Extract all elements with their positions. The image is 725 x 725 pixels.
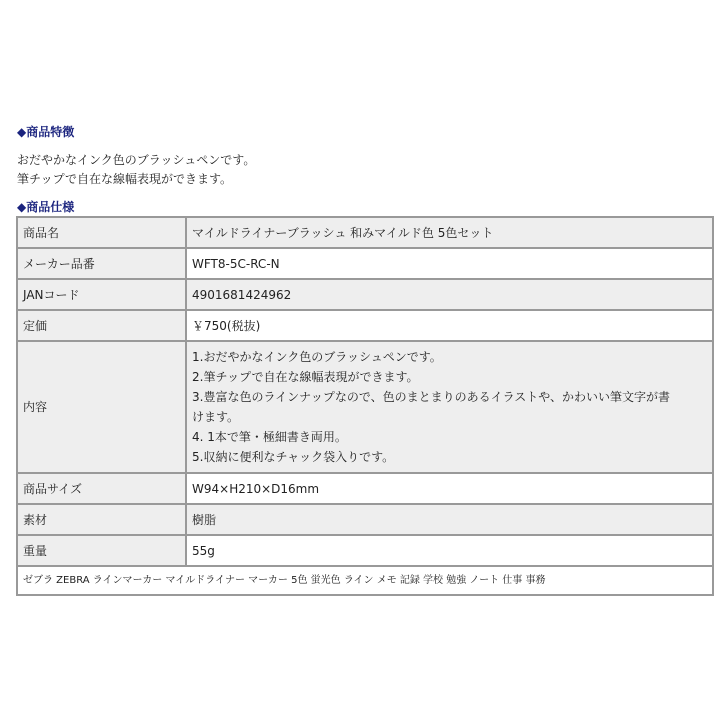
specs-heading: ◆商品仕様 xyxy=(17,200,75,214)
contents-line: 4. 1本で筆・極細書き両用。 xyxy=(192,430,347,444)
spec-row-keywords xyxy=(17,566,713,595)
spec-row-weight xyxy=(17,535,713,566)
spec-label: 内容 xyxy=(17,341,186,473)
spec-row-jan xyxy=(17,279,713,310)
spec-row-contents xyxy=(17,341,713,473)
keywords-text: ゼブラ ZEBRA ラインマーカー マイルドライナー マーカー 5色 蛍光色 ライン メモ 記録 学校 勉強 ノート 仕事 事務 xyxy=(17,566,713,595)
feature-line: 筆チップで自在な線幅表現ができます。 xyxy=(17,172,233,186)
spec-value-weight: 55g xyxy=(186,535,713,566)
spec-row-size xyxy=(17,473,713,504)
spec-row-price xyxy=(17,310,713,341)
spec-value-maker-code: WFT8-5C-RC-N xyxy=(186,248,713,279)
spec-row-product-name xyxy=(17,217,713,248)
spec-value-jan: 4901681424962 xyxy=(186,279,713,310)
spec-table xyxy=(16,216,714,596)
spec-label: 素材 xyxy=(17,504,186,535)
spec-value-price: ￥750(税抜) xyxy=(186,310,713,341)
spec-label: 商品名 xyxy=(17,217,186,248)
contents-line: 1.おだやかなインク色のブラッシュペンです。 xyxy=(192,350,442,364)
spec-row-material xyxy=(17,504,713,535)
spec-value-contents xyxy=(186,341,713,473)
features-text xyxy=(17,151,255,189)
spec-label: JANコード xyxy=(17,279,186,310)
spec-value-product-name: マイルドライナーブラッシュ 和みマイルド色 5色セット xyxy=(186,217,713,248)
spec-label: 重量 xyxy=(17,535,186,566)
spec-value-size: W94×H210×D16mm xyxy=(186,473,713,504)
features-heading: ◆商品特徴 xyxy=(17,125,75,139)
contents-line: 5.収納に便利なチャック袋入りです。 xyxy=(192,450,395,464)
spec-label: 定価 xyxy=(17,310,186,341)
contents-line: 3.豊富な色のラインナップなので、色のまとまりのあるイラストや、かわいい筆文字が書 xyxy=(192,390,671,404)
spec-label: 商品サイズ xyxy=(17,473,186,504)
spec-value-material: 樹脂 xyxy=(186,504,713,535)
contents-line: 2.筆チップで自在な線幅表現ができます。 xyxy=(192,370,419,384)
feature-line: おだやかなインク色のブラッシュペンです。 xyxy=(17,153,256,167)
contents-line: けます。 xyxy=(192,410,240,424)
spec-label: メーカー品番 xyxy=(17,248,186,279)
spec-row-maker-code xyxy=(17,248,713,279)
